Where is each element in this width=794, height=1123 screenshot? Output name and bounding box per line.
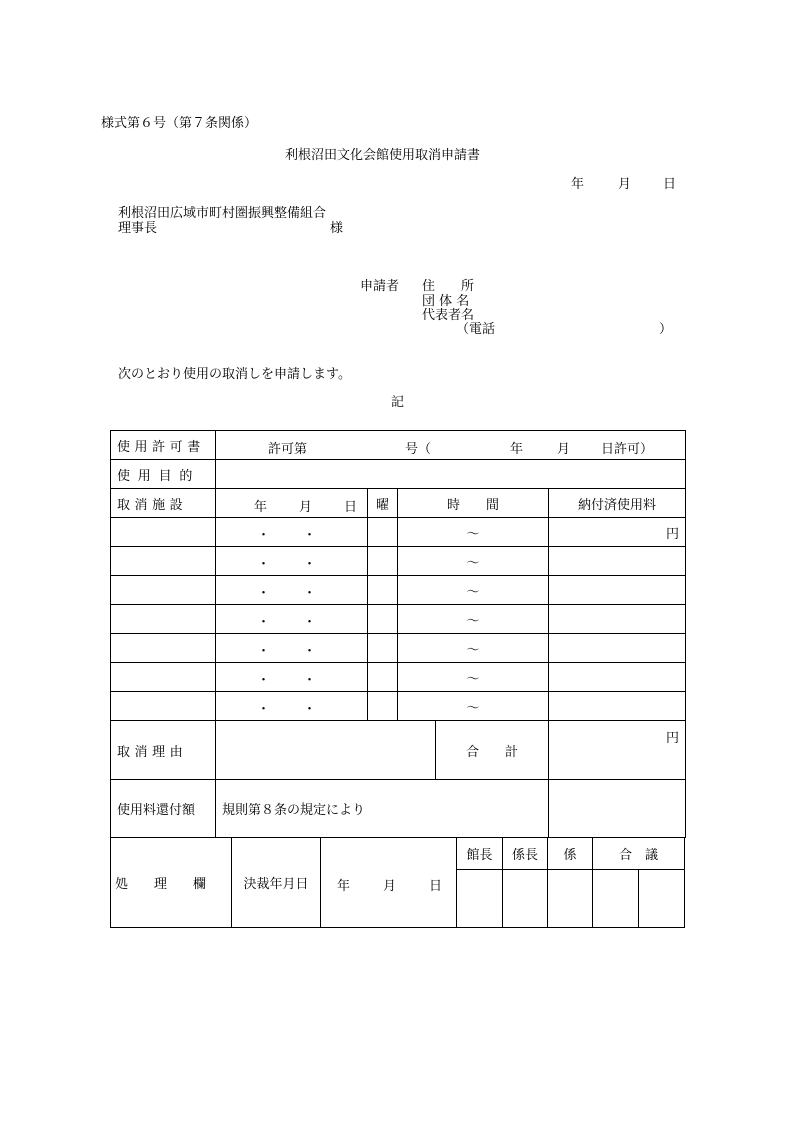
applicant-phone-open: （電話 xyxy=(456,322,496,337)
refund-text: 規則第８条の規定により xyxy=(216,780,549,838)
processing-label: 処 理 欄 xyxy=(111,838,232,927)
facility-time-cell xyxy=(398,663,549,692)
fee-header: 納付済使用料 xyxy=(549,489,686,518)
time-tilde: ～ xyxy=(466,555,480,571)
weekday-header: 曜 xyxy=(368,489,398,518)
stamp-box-kakaricho xyxy=(503,869,548,927)
stamp-box-gogi-1 xyxy=(593,869,639,927)
date-day-label: 日 xyxy=(663,177,677,192)
facility-name-cell xyxy=(111,692,216,721)
facility-time-cell xyxy=(398,634,549,663)
total-yen-unit: 円 xyxy=(666,731,680,746)
form-number: 様式第６号（第７条関係） xyxy=(101,116,258,131)
approver-kancho: 館長 xyxy=(457,838,503,869)
date-dot: ・ xyxy=(303,643,317,659)
facility-row xyxy=(111,692,686,721)
permit-year-label: 年 xyxy=(510,441,524,457)
date-dot: ・ xyxy=(257,614,271,630)
facility-name-cell xyxy=(111,518,216,547)
facility-weekday-cell xyxy=(368,547,398,576)
decision-month-label: 月 xyxy=(383,878,397,894)
facility-name-cell xyxy=(111,634,216,663)
facility-name-cell xyxy=(111,576,216,605)
facility-date-cell xyxy=(216,518,368,547)
date-dot: ・ xyxy=(303,672,317,688)
facility-header-row xyxy=(111,489,686,518)
facility-date-cell xyxy=(216,576,368,605)
date-month-label: 月 xyxy=(618,177,632,192)
facility-name-cell xyxy=(111,605,216,634)
permit-month-label: 月 xyxy=(557,441,571,457)
date-dot: ・ xyxy=(257,672,271,688)
permit-no-suffix: 号（ xyxy=(405,441,432,457)
facility-time-cell xyxy=(398,547,549,576)
permit-day-label: 日許可） xyxy=(601,441,654,457)
addressee-honorific: 様 xyxy=(330,221,344,236)
date-header-cell xyxy=(216,489,368,518)
reason-label: 取消理由 xyxy=(111,721,216,780)
yen-unit: 円 xyxy=(666,526,680,542)
purpose-row xyxy=(111,460,686,489)
facility-weekday-cell xyxy=(368,663,398,692)
permit-row xyxy=(111,431,686,460)
facility-row xyxy=(111,663,686,692)
reason-row xyxy=(111,721,686,780)
date-dot: ・ xyxy=(257,556,271,572)
facility-weekday-cell xyxy=(368,634,398,663)
stamp-box-gogi-2 xyxy=(639,869,685,927)
time-tilde: ～ xyxy=(466,700,480,716)
date-dot: ・ xyxy=(257,585,271,601)
decision-date-value-cell xyxy=(321,838,457,927)
facility-row xyxy=(111,634,686,663)
permit-label: 使用許可書 xyxy=(111,431,216,460)
facility-date-cell xyxy=(216,663,368,692)
facility-fee-cell xyxy=(549,605,686,634)
facility-fee-cell xyxy=(549,692,686,721)
facility-time-cell xyxy=(398,605,549,634)
ki-mark: 記 xyxy=(391,395,405,410)
stamp-box-kakari xyxy=(548,869,593,927)
date-dot: ・ xyxy=(257,527,271,543)
approver-gogi: 合 議 xyxy=(593,838,685,869)
applicant-address-label: 住 所 xyxy=(422,279,475,294)
date-header-month: 月 xyxy=(299,499,313,515)
applicant-phone-close: ） xyxy=(659,322,673,337)
addressee-org: 利根沼田広域市町村圏振興整備組合 xyxy=(118,206,327,221)
approver-kakaricho: 係長 xyxy=(503,838,548,869)
time-tilde: ～ xyxy=(466,584,480,600)
facility-time-cell xyxy=(398,692,549,721)
facility-fee-cell xyxy=(549,547,686,576)
date-year-label: 年 xyxy=(571,177,585,192)
stamp-box-kancho xyxy=(457,869,503,927)
date-dot: ・ xyxy=(303,527,317,543)
facility-label: 取消施設 xyxy=(111,489,216,518)
total-label: 合 計 xyxy=(436,721,549,780)
facility-date-cell xyxy=(216,634,368,663)
facility-weekday-cell xyxy=(368,605,398,634)
purpose-value-cell xyxy=(216,460,686,489)
time-tilde: ～ xyxy=(466,526,480,542)
cancellation-table xyxy=(110,430,686,838)
date-dot: ・ xyxy=(303,585,317,601)
facility-fee-cell xyxy=(549,576,686,605)
date-dot: ・ xyxy=(303,614,317,630)
intro-text: 次のとおり使用の取消しを申請します。 xyxy=(118,367,351,382)
document-title: 利根沼田文化会館使用取消申請書 xyxy=(285,148,481,163)
facility-date-cell xyxy=(216,692,368,721)
decision-year-label: 年 xyxy=(337,878,351,894)
applicant-label: 申請者 xyxy=(360,279,400,294)
date-dot: ・ xyxy=(257,643,271,659)
facility-date-cell xyxy=(216,547,368,576)
facility-row xyxy=(111,576,686,605)
facility-row xyxy=(111,547,686,576)
refund-row xyxy=(111,780,686,838)
date-dot: ・ xyxy=(303,701,317,717)
time-tilde: ～ xyxy=(466,613,480,629)
time-tilde: ～ xyxy=(466,642,480,658)
refund-value-cell xyxy=(549,780,686,838)
facility-weekday-cell xyxy=(368,692,398,721)
facility-weekday-cell xyxy=(368,518,398,547)
facility-time-cell xyxy=(398,576,549,605)
processing-table xyxy=(110,838,685,928)
time-header: 時 間 xyxy=(398,489,549,518)
facility-fee-cell xyxy=(549,663,686,692)
facility-row xyxy=(111,518,686,547)
time-tilde: ～ xyxy=(466,671,480,687)
facility-row xyxy=(111,605,686,634)
facility-weekday-cell xyxy=(368,576,398,605)
facility-name-cell xyxy=(111,547,216,576)
facility-time-cell xyxy=(398,518,549,547)
date-header-day: 日 xyxy=(344,499,358,515)
date-header-year: 年 xyxy=(254,499,268,515)
total-value-cell xyxy=(549,721,686,780)
facility-fee-cell xyxy=(549,518,686,547)
facility-date-cell xyxy=(216,605,368,634)
applicant-representative-label: 代表者名 xyxy=(422,308,475,323)
permit-no-prefix: 許可第 xyxy=(268,441,308,457)
facility-name-cell xyxy=(111,663,216,692)
applicant-group-label: 団 体 名 xyxy=(422,294,470,309)
purpose-label: 使用目的 xyxy=(111,460,216,489)
permit-value-cell xyxy=(216,431,686,460)
facility-fee-cell xyxy=(549,634,686,663)
addressee-position: 理事長 xyxy=(118,221,158,236)
date-dot: ・ xyxy=(257,701,271,717)
refund-label: 使用料還付額 xyxy=(111,780,216,838)
date-dot: ・ xyxy=(303,556,317,572)
decision-day-label: 日 xyxy=(429,878,443,894)
reason-value-cell xyxy=(216,721,436,780)
decision-date-label: 決裁年月日 xyxy=(232,838,321,927)
processing-row-top xyxy=(111,838,685,869)
approver-kakari: 係 xyxy=(548,838,593,869)
